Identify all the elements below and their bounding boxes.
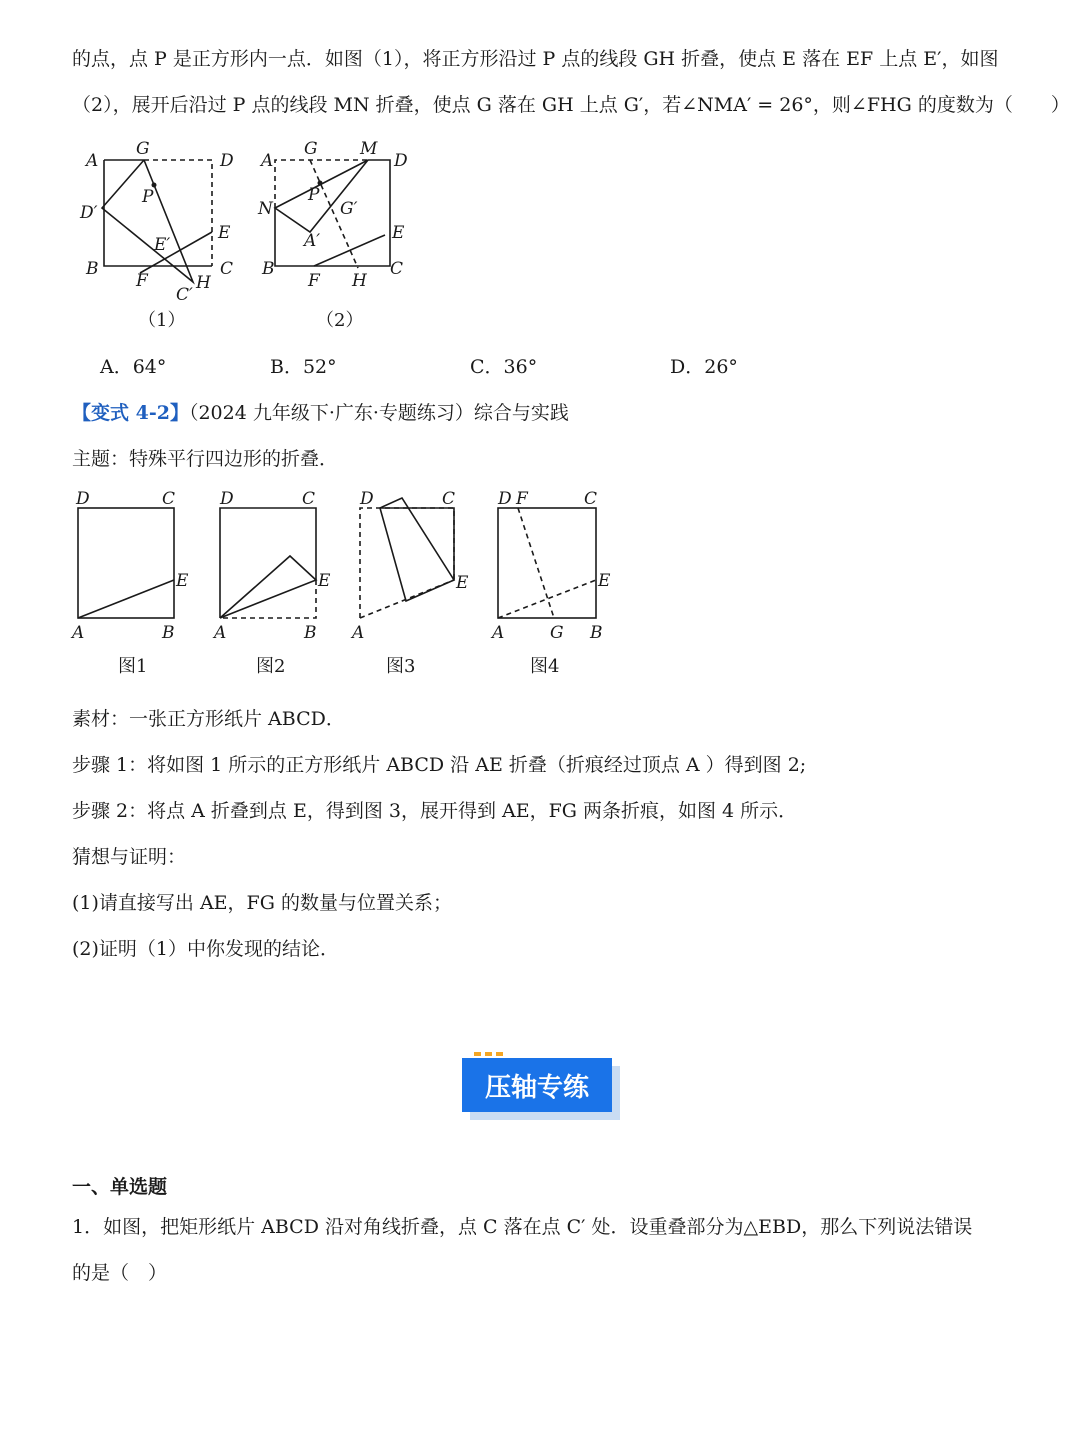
fig2-label-N: N	[258, 199, 273, 219]
theme-line: 主题：特殊平行四边形的折叠．	[72, 448, 339, 470]
sq4-label-B: B	[590, 623, 603, 643]
sq1-label-E: E	[176, 571, 189, 591]
variant-tag: 【变式 4-2】	[72, 402, 189, 424]
option-a: A．64°	[100, 356, 167, 378]
sq3-label-A: A	[352, 623, 365, 643]
sq2-label-B: B	[304, 623, 317, 643]
sq1-label-A: A	[72, 623, 85, 643]
section-heading: 一、单选题	[72, 1176, 168, 1198]
badge-label: 压轴专练	[462, 1058, 612, 1112]
fig1-label-E-prime: E′	[154, 235, 171, 255]
fig2-label-D: D	[394, 151, 408, 171]
fig2-label-E: E	[392, 223, 405, 243]
fig2-label-B: B	[262, 259, 275, 279]
fig1-label-C-prime: C′	[176, 285, 193, 305]
variant-heading	[72, 398, 569, 425]
sq3-label-E: E	[456, 573, 469, 593]
fig-square-1-caption: 图1	[118, 656, 148, 677]
fig-square-4-caption: 图4	[530, 656, 560, 677]
fig1-caption: （1）	[138, 310, 186, 331]
fig-square-2-caption: 图2	[256, 656, 286, 677]
fig1-label-B: B	[86, 259, 99, 279]
question-2: (2)证明（1）中你发现的结论．	[72, 938, 340, 960]
figure-square-4	[492, 488, 622, 678]
sq2-label-A: A	[214, 623, 227, 643]
fig2-label-P: P	[308, 185, 320, 205]
problem-1-line-1: 1．如图，把矩形纸片 ABCD 沿对角线折叠，点 C 落在点 C′ 处．设重叠部分为△EBD，那么下列说法错误	[72, 1216, 973, 1238]
fig1-label-A: A	[86, 151, 99, 171]
fig1-label-C: C	[220, 259, 234, 279]
sq1-label-B: B	[162, 623, 175, 643]
sq2-label-E: E	[318, 571, 331, 591]
step1-line: 步骤 1：将如图 1 所示的正方形纸片 ABCD 沿 AE 折叠（折痕经过顶点 A ）得到图 2;	[72, 754, 807, 776]
sq1-label-D: D	[76, 489, 90, 509]
fig2-label-A-prime: A′	[304, 231, 321, 251]
figure-square-1	[72, 488, 202, 678]
fig1-label-E: E	[218, 223, 231, 243]
figure-2	[258, 140, 418, 300]
fig2-label-M: M	[360, 139, 378, 159]
sq2-label-D: D	[220, 489, 234, 509]
variant-source: （2024 九年级下·广东·专题练习）综合与实践	[188, 402, 569, 424]
option-b: B．52°	[270, 356, 337, 378]
sq3-label-C: C	[442, 489, 456, 509]
question-1: (1)请直接写出 AE，FG 的数量与位置关系；	[72, 892, 452, 914]
problem-1-line-2: 的是（ ）	[72, 1262, 168, 1284]
fig1-label-P: P	[142, 187, 154, 207]
sq2-label-C: C	[302, 489, 316, 509]
fig2-label-G: G	[304, 139, 318, 159]
fig1-label-G: G	[136, 139, 150, 159]
figure-square-3	[352, 488, 482, 678]
badge-dots-decoration	[474, 1052, 503, 1056]
sq4-label-D: D	[498, 489, 512, 509]
sq3-label-D: D	[360, 489, 374, 509]
sq4-label-F: F	[516, 489, 528, 509]
section-badge	[462, 1058, 622, 1122]
sq4-label-A: A	[492, 623, 505, 643]
fig-square-3-caption: 图3	[386, 656, 416, 677]
step2-line: 步骤 2：将点 A 折叠到点 E，得到图 3，展开得到 AE，FG 两条折痕，如图 4 所示．	[72, 800, 798, 822]
sq4-label-G: G	[550, 623, 564, 643]
sq4-label-C: C	[584, 489, 598, 509]
fig2-label-C: C	[390, 259, 404, 279]
fig1-label-H: H	[196, 273, 211, 293]
conjecture-heading: 猜想与证明：	[72, 846, 187, 868]
figure-1	[80, 139, 240, 305]
fig2-caption: （2）	[316, 310, 364, 331]
figure-square-2	[214, 488, 344, 678]
fig1-label-F: F	[136, 271, 148, 291]
fig2-label-H: H	[352, 271, 367, 291]
option-d: D．26°	[670, 356, 738, 378]
fig1-label-D-prime: D′	[80, 203, 98, 223]
problem-text-line-1: 的点，点 P 是正方形内一点．如图（1），将正方形沿过 P 点的线段 GH 折叠，使点 E 落在 EF 上点 E′，如图	[72, 48, 999, 70]
sq1-label-C: C	[162, 489, 176, 509]
material-line: 素材：一张正方形纸片 ABCD．	[72, 708, 345, 730]
option-c: C．36°	[470, 356, 538, 378]
fig2-label-A: A	[261, 151, 274, 171]
sq4-label-E: E	[598, 571, 611, 591]
fig2-label-F: F	[308, 271, 320, 291]
fig1-label-D: D	[220, 151, 234, 171]
fig2-label-G-prime: G′	[340, 199, 358, 219]
problem-text-line-2: （2），展开后沿过 P 点的线段 MN 折叠，使点 G 落在 GH 上点 G′，若∠NMA′ = 26°，则∠FHG 的度数为（ ）	[72, 94, 1070, 116]
